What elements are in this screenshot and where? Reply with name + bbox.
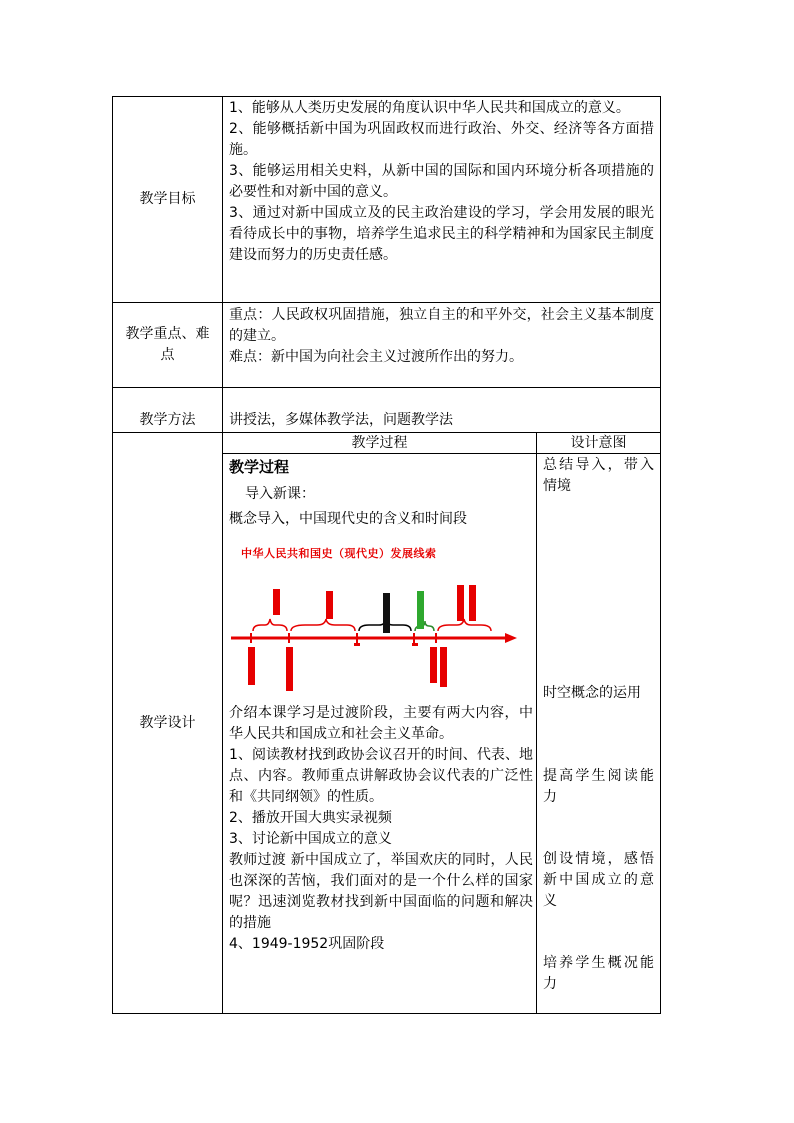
- timeline-title: 中华人民共和国史（现代史）发展线索: [241, 547, 437, 560]
- goals-label: 教学目标: [139, 191, 196, 207]
- timeline-figure: [229, 541, 519, 696]
- intent-2: 时空概念的运用: [543, 685, 641, 701]
- goals-content: [223, 98, 660, 302]
- process-heading: 教学过程: [229, 458, 290, 476]
- process-step-1: 1、阅读教材找到政协会议召开的时间、代表、地点、内容。教师重点讲解政协会议代表的广泛性和《共同纲领》的性质。: [229, 747, 533, 805]
- key-points-content: [223, 305, 660, 385]
- process-paragraphs: [223, 703, 536, 955]
- intent-5: 培养学生概况能力: [543, 955, 654, 992]
- process-transition: 教师过渡 新中国成立了，举国欢庆的同时，人民也深深的苦恼，我们面对的是一个什么样的国家呢？迅速浏览教材找到新中国面临的问题和解决的措施: [229, 852, 533, 931]
- goal-item-1: 1、能够从人类历史发展的角度认识中华人民共和国成立的意义。: [229, 100, 630, 116]
- table-border-bottom: [112, 1013, 661, 1014]
- intent-4: 创设情境，感悟新中国成立的意义: [543, 851, 654, 909]
- key-points-label-line2: 点: [160, 347, 175, 363]
- methods-content: 讲授法，多媒体教学法，问题教学法: [229, 412, 453, 428]
- goal-item-4: 3、通过对新中国成立及的民主政治建设的学习，学会用发展的眼光看待成长中的事物，培养学生追求民主的科学精神和为国家民主制度建设而努力的历史责任感。: [229, 205, 654, 263]
- timeline-graphic: [229, 541, 519, 696]
- key-point-main: 重点：人民政权巩固措施，独立自主的和平外交，社会主义基本制度的建立。: [229, 307, 654, 344]
- row-divider-1: [112, 302, 661, 303]
- key-points-label: [113, 324, 222, 368]
- process-concept: 概念导入，中国现代史的含义和时间段: [229, 511, 467, 527]
- intent-column-divider: [536, 432, 537, 1014]
- goal-item-2: 2、能够概括新中国为巩固政权而进行政治、外交、经济等各方面措施。: [229, 121, 654, 158]
- process-step-2: 2、播放开国大典实录视频: [229, 810, 392, 826]
- process-column-header: 教学过程: [351, 435, 408, 451]
- intent-1: 总结导入，带入情境: [543, 457, 654, 494]
- methods-label: 教学方法: [139, 412, 196, 428]
- header-divider: [222, 453, 661, 454]
- process-step-4: 4、1949-1952巩固阶段: [229, 936, 385, 952]
- intent-3: 提高学生阅读能力: [543, 768, 654, 805]
- table-border-right: [660, 96, 661, 1014]
- design-label: 教学设计: [139, 714, 196, 731]
- row-divider-2: [112, 387, 661, 388]
- process-step-3: 3、讨论新中国成立的意义: [229, 831, 392, 847]
- intent-column-header: 设计意图: [570, 435, 627, 451]
- key-points-label-line1: 教学重点、难: [125, 326, 210, 342]
- process-intro: 导入新课：: [245, 486, 315, 502]
- goal-item-3: 3、能够运用相关史料，从新中国的国际和国内环境分析各项措施的必要性和对新中国的意义。: [229, 163, 654, 200]
- key-point-difficult: 难点：新中国为向社会主义过渡所作出的努力。: [229, 349, 523, 365]
- process-paragraph-overview: 介绍本课学习是过渡阶段，主要有两大内容，中华人民共和国成立和社会主义革命。: [229, 705, 533, 742]
